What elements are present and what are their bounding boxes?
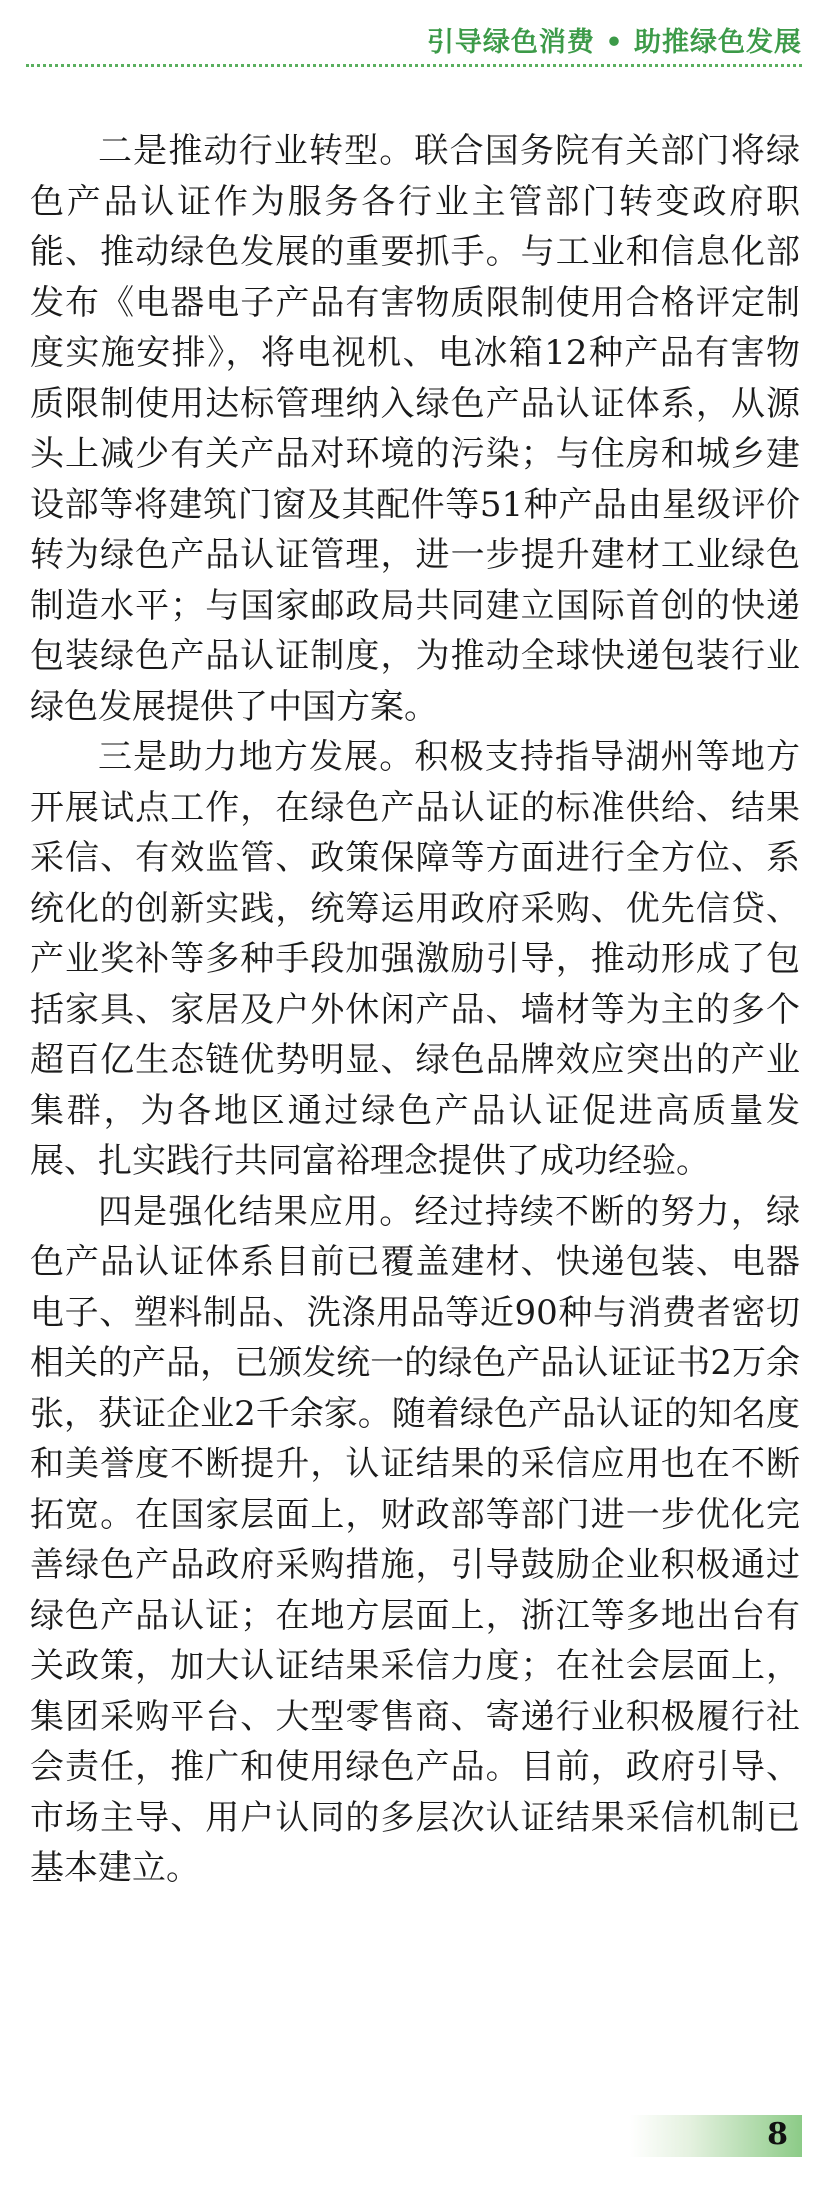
page-number-band [630, 2115, 802, 2157]
paragraph-result-application: 四是强化结果应用。经过持续不断的努力，绿色产品认证体系目前已覆盖建材、快递包装、电器电子、塑料制品、洗涤用品等近90种与消费者密切相关的产品，已颁发统一的绿色产品认证证书2万余张，获证企业2千余家。随着绿色产品认证的知名度和美誉度不断提升，认证结果的采信应用也在不断拓宽。在国家层面上，财政部等部门进一步优化完善绿色产品政府采购措施，引导鼓励企业积极通过绿色产品认证；在地方层面上，浙江等多地出台有关政策，加大认证结果采信力度；在社会层面上，集团采购平台、大型零售商、寄递行业积极履行社会责任，推广和使用绿色产品。目前，政府引导、市场主导、用户认同的多层次认证结果采信机制已基本建立。 [30, 1191, 800, 1888]
page-number: 8 [767, 2117, 788, 2152]
paragraph-industry-transformation: 二是推动行业转型。联合国务院有关部门将绿色产品认证作为服务各行业主管部门转变政府职能、推动绿色发展的重要抓手。与工业和信息化部发布《电器电子产品有害物质限制使用合格评定制度实施安排》，将电视机、电冰箱12种产品有害物质限制使用达标管理纳入绿色产品认证体系，从源头上减少有关产品对环境的污染；与住房和城乡建设部等将建筑门窗及其配件等51种产品由星级评价转为绿色产品认证管理，进一步提升建材工业绿色制造水平；与国家邮政局共同建立国际首创的快递包装绿色产品认证制度，为推动全球快递包装行业绿色发展提供了中国方案。 [30, 131, 800, 727]
paragraph-local-development: 三是助力地方发展。积极支持指导湖州等地方开展试点工作，在绿色产品认证的标准供给、结果采信、有效监管、政策保障等方面进行全方位、系统化的创新实践，统筹运用政府采购、优先信贷、产业奖补等多种手段加强激励引导，推动形成了包括家具、家居及户外休闲产品、墙材等为主的多个超百亿生态链优势明显、绿色品牌效应突出的产业集群，为各地区通过绿色产品认证促进高质量发展、扎实践行共同富裕理念提供了成功经验。 [30, 737, 800, 1181]
header-title: 引导绿色消费 • 助推绿色发展 [426, 27, 802, 58]
header-dotted-rule [26, 64, 802, 67]
page-header [0, 0, 826, 80]
article-body [30, 126, 800, 1894]
